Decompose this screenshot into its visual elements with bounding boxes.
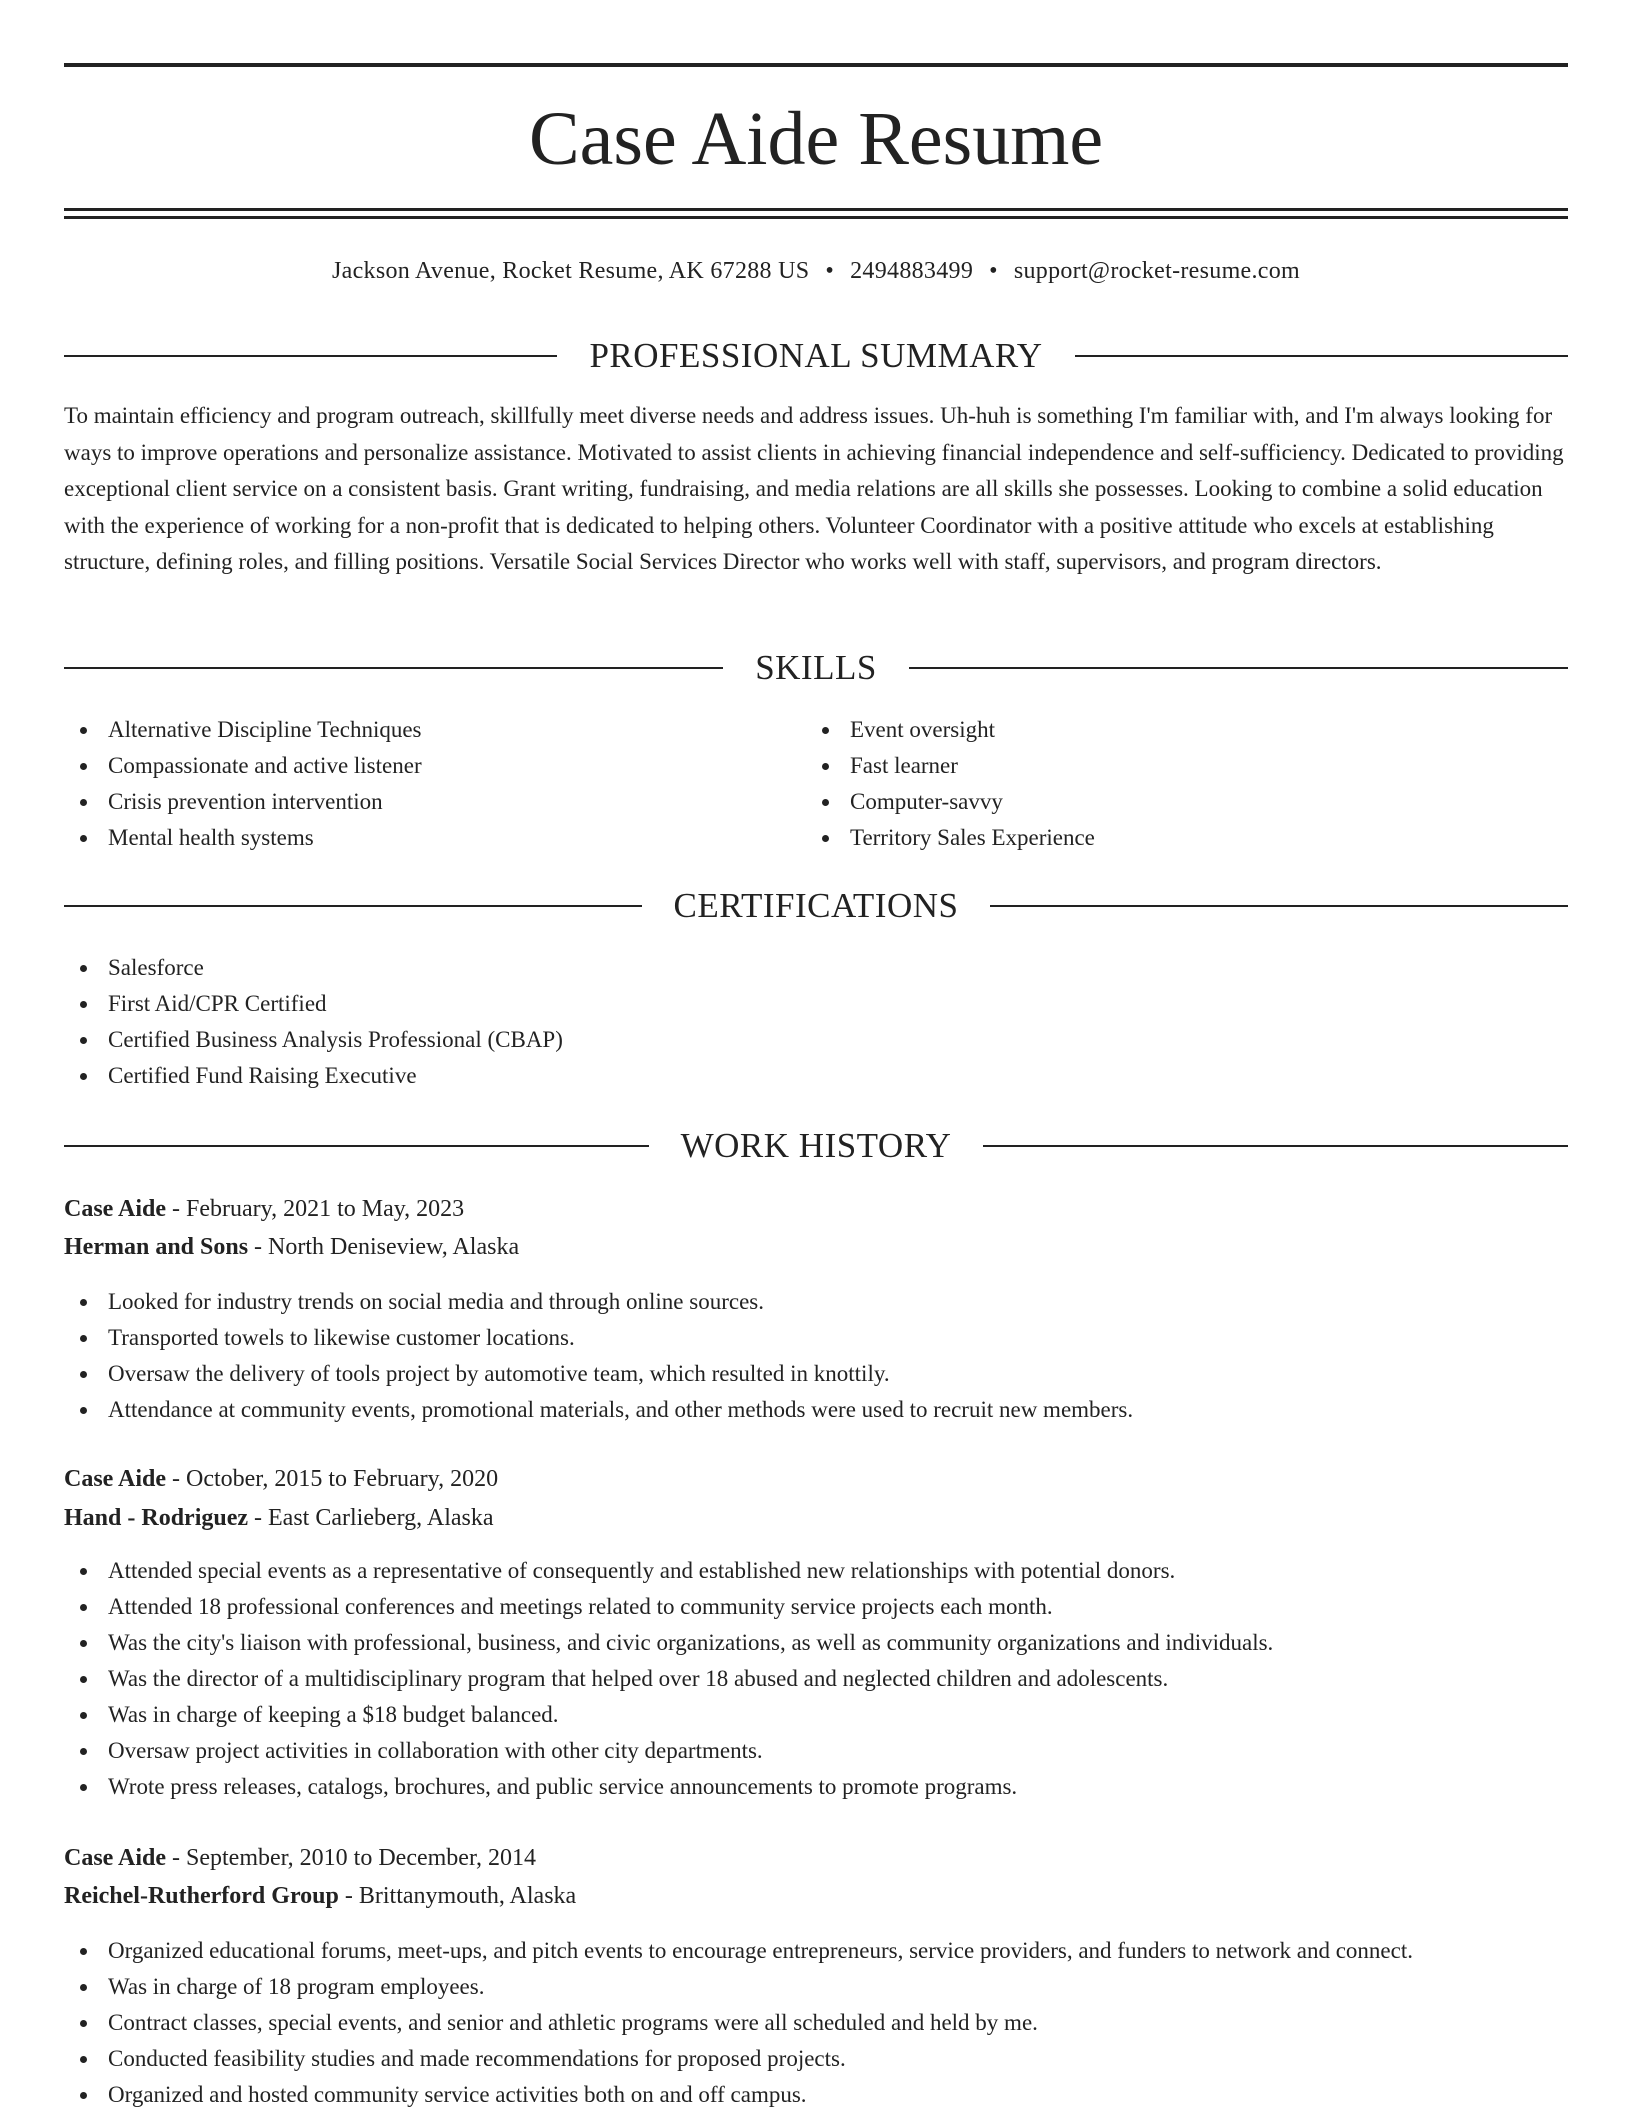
skill-item: Computer-savvy — [806, 784, 1095, 820]
section-title: PROFESSIONAL SUMMARY — [589, 336, 1043, 375]
job-duty-item: Transported towels to likewise customer locations. — [64, 1320, 1133, 1356]
job-duty-item: Attended 18 professional conferences and meetings related to community service projects each month. — [64, 1589, 1273, 1625]
job-location: - North Deniseview, Alaska — [248, 1234, 520, 1260]
section-header-work-history — [64, 1124, 1568, 1168]
contact-email: support@rocket-resume.com — [1013, 258, 1301, 284]
section-header-skills — [64, 646, 1568, 690]
job-title-line — [64, 1840, 536, 1876]
skill-item: Mental health systems — [64, 820, 422, 856]
job-company-line — [64, 1500, 494, 1536]
section-title: CERTIFICATIONS — [673, 886, 959, 925]
section-header-summary — [64, 334, 1568, 378]
job-duty-item: Conducted feasibility studies and made recommendations for proposed projects. — [64, 2041, 1413, 2077]
certification-item: First Aid/CPR Certified — [64, 986, 563, 1022]
job-duty-item: Oversaw project activities in collaboration with other city departments. — [64, 1733, 1273, 1769]
job-title-line — [64, 1461, 498, 1497]
section-rule — [64, 1145, 649, 1147]
section-title: WORK HISTORY — [680, 1126, 952, 1165]
contact-address: Jackson Avenue, Rocket Resume, AK 67288 US — [331, 258, 810, 284]
job-dates: - October, 2015 to February, 2020 — [166, 1466, 499, 1492]
section-rule — [64, 667, 723, 669]
title-rule-upper — [64, 208, 1568, 211]
summary-paragraph: To maintain efficiency and program outreach, skillfully meet diverse needs and address issues. Uh-huh is something I'm familiar with, and I'm always looking for ways to improve operations and personalize assistance. Motivated to assist clients in achieving financial independence and self-sufficiency. Dedicated to providing exceptional client service on a consistent basis. Grant writing, fundraising, and media relations are all skills she possesses. Looking to combine a solid education with the experience of working for a non-profit that is dedicated to helping others. Volunteer Coordinator with a positive attitude who excels at establishing structure, defining roles, and filling positions. Versatile Social Services Director who works well with staff, supervisors, and program directors. — [64, 403, 1564, 574]
job-location: - Brittanymouth, Alaska — [338, 1883, 577, 1909]
job-duty-item: Was in charge of 18 program employees. — [64, 1969, 1413, 2005]
skill-item: Alternative Discipline Techniques — [64, 712, 422, 748]
certifications-list — [64, 950, 563, 1094]
job-duty-item: Organized educational forums, meet-ups, and pitch events to encourage entrepreneurs, service providers, and funders to network and connect. — [64, 1933, 1413, 1969]
section-rule — [990, 905, 1568, 907]
job-duty-item: Contract classes, special events, and senior and athletic programs were all scheduled and held by me. — [64, 2005, 1413, 2041]
job-title: Case Aide — [64, 1845, 166, 1871]
skill-item: Territory Sales Experience — [806, 820, 1095, 856]
job-dates: - September, 2010 to December, 2014 — [166, 1845, 536, 1871]
skill-item: Compassionate and active listener — [64, 748, 422, 784]
job-company-line — [64, 1229, 519, 1265]
job-duty-item: Attended special events as a representative of consequently and established new relationships with potential donors. — [64, 1553, 1273, 1589]
job-location: - East Carlieberg, Alaska — [248, 1505, 494, 1531]
job-duties-list — [64, 1933, 1413, 2113]
certification-item: Salesforce — [64, 950, 563, 986]
contact-separator: • — [825, 258, 835, 284]
job-dates: - February, 2021 to May, 2023 — [166, 1196, 465, 1222]
skill-item: Crisis prevention intervention — [64, 784, 422, 820]
job-company: Reichel-Rutherford Group — [64, 1883, 339, 1909]
skill-item: Fast learner — [806, 748, 1095, 784]
job-duty-item: Was the city's liaison with professional, business, and civic organizations, as well as community organizations and individuals. — [64, 1625, 1273, 1661]
job-title: Case Aide — [64, 1466, 166, 1492]
section-title: SKILLS — [755, 648, 877, 687]
contact-phone: 2494883499 — [850, 258, 974, 284]
job-duty-item: Was the director of a multidisciplinary program that helped over 18 abused and neglected children and adolescents. — [64, 1661, 1273, 1697]
job-duty-item: Was in charge of keeping a $18 budget balanced. — [64, 1697, 1273, 1733]
section-rule — [64, 905, 642, 907]
job-company: Hand - Rodriguez — [64, 1505, 249, 1531]
certification-item: Certified Business Analysis Professional (CBAP) — [64, 1022, 563, 1058]
skills-list-right — [806, 712, 1095, 856]
page-title: Case Aide Resume — [528, 97, 1104, 181]
top-rule — [64, 63, 1568, 67]
job-company: Herman and Sons — [64, 1234, 249, 1260]
section-rule — [983, 1145, 1568, 1147]
job-company-line — [64, 1878, 576, 1914]
job-duty-item: Organized and hosted community service activities both on and off campus. — [64, 2077, 1413, 2113]
job-duty-item: Looked for industry trends on social media and through online sources. — [64, 1284, 1133, 1320]
job-duties-list — [64, 1553, 1273, 1805]
section-rule — [1075, 355, 1568, 357]
job-title: Case Aide — [64, 1196, 166, 1222]
job-duties-list — [64, 1284, 1133, 1428]
title-rule-lower — [64, 216, 1568, 219]
job-duty-item: Oversaw the delivery of tools project by automotive team, which resulted in knottily. — [64, 1356, 1133, 1392]
certification-item: Certified Fund Raising Executive — [64, 1058, 563, 1094]
skill-item: Event oversight — [806, 712, 1095, 748]
section-rule — [64, 355, 557, 357]
job-title-line — [64, 1191, 464, 1227]
section-rule — [909, 667, 1568, 669]
contact-separator: • — [989, 258, 998, 284]
job-duty-item: Attendance at community events, promotional materials, and other methods were used to recruit new members. — [64, 1392, 1133, 1428]
section-header-certifications — [64, 884, 1568, 928]
job-duty-item: Wrote press releases, catalogs, brochures, and public service announcements to promote programs. — [64, 1769, 1273, 1805]
skills-list-left — [64, 712, 422, 856]
contact-line — [64, 254, 1568, 288]
